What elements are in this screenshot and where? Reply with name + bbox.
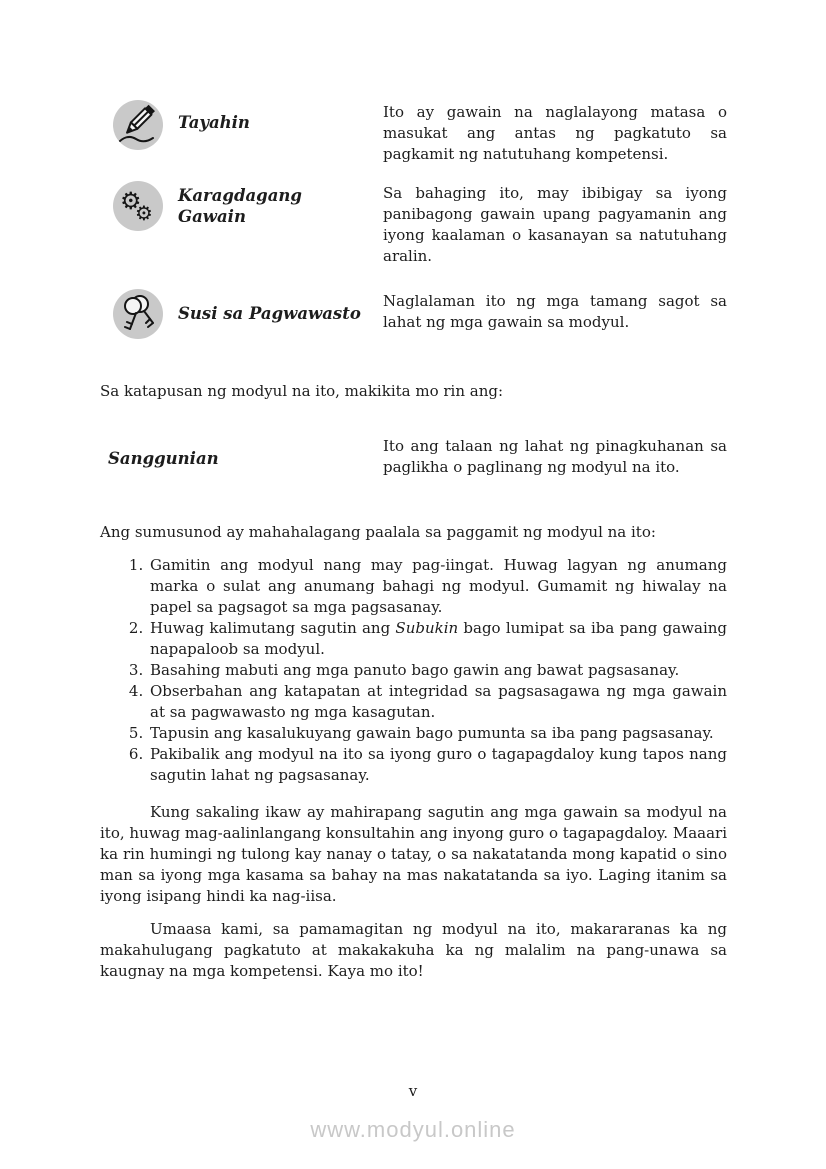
list-item-text: Obserbahan ang katapatan at integridad sa pagsasagawa ng mga gawain at sa pagwawasto ng mga kasagutan. (150, 682, 727, 721)
sanggunian-description: Ito ang talaan ng lahat ng pinagkuhanan sa paglikha o paglinang ng modyul na ito. (383, 437, 727, 476)
pencil-icon (113, 100, 163, 150)
list-item (148, 555, 727, 618)
module-part-row-tayahin (100, 100, 727, 165)
list-item-text: bago lumipat sa iba pang gawaing napapaloob sa modyul. (150, 619, 727, 658)
module-part-row-karagdagang-gawain (100, 181, 727, 267)
list-item-text: Gamitin ang modyul nang may pag-iingat. Huwag lagyan ng anumang marka o sulat ang anumang bahagi ng modyul. Gumamit ng hiwalay na papel sa pagsagot sa mga pagsasanay. (150, 556, 727, 616)
list-item (148, 660, 727, 681)
gear-glyph-large: ⚙ (120, 187, 142, 215)
module-part-row-susi-sa-pagwawasto (100, 289, 727, 339)
gears-icon (113, 181, 163, 231)
gear-glyph-small: ⚙ (135, 201, 153, 225)
module-part-label: Tayahin (178, 113, 250, 132)
sanggunian-row (100, 436, 727, 478)
body-paragraph: Kung sakaling ikaw ay mahirapang sagutin ang mga gawain sa modyul na ito, huwag mag-aalinlangang konsultahin ang inyong guro o tagapagdaloy. Maaari ka rin humingi ng tulong kay nanay o tatay, o sa nakatatanda mong kapatid o sino man sa iyong mga kasama sa bahay na mas nakatatanda sa iyo. Laging itanim sa iyong isipang hindi ka nag-iisa. (100, 803, 727, 905)
module-part-description: Ito ay gawain na naglalayong matasa o masukat ang antas ng pagkatuto sa pagkamit ng natutuhang kompetensi. (383, 103, 727, 163)
list-item-text: Huwag kalimutang sagutin ang (150, 619, 396, 637)
page-number: v (408, 1082, 418, 1100)
module-part-description: Naglalaman ito ng mga tamang sagot sa lahat ng mga gawain sa modyul. (383, 292, 727, 331)
list-item (148, 723, 727, 744)
watermark: www.modyul.online (310, 1117, 516, 1142)
list-item (148, 744, 727, 786)
module-part-description: Sa bahaging ito, may ibibigay sa iyong panibagong gawain upang pagyamanin ang iyong kaalaman o kasanayan sa natutuhang aralin. (383, 184, 727, 265)
module-part-label: Karagdagang Gawain (178, 186, 302, 226)
intro-line: Sa katapusan ng modyul na ito, makikita mo rin ang: (100, 382, 504, 400)
list-item (148, 681, 727, 723)
list-item (148, 618, 727, 660)
module-parts-table (100, 100, 727, 339)
list-item-text: Tapusin ang kasalukuyang gawain bago pumunta sa iba pang pagsasanay. (150, 724, 714, 742)
list-item-text: Pakibalik ang modyul na ito sa iyong guro o tagapagdaloy kung tapos nang sagutin lahat ng pagsasanay. (150, 745, 727, 784)
module-part-label: Susi sa Pagwawasto (178, 304, 361, 323)
list-item-text: Basahing mabuti ang mga panuto bago gawin ang bawat pagsasanay. (150, 661, 680, 679)
reminders-heading: Ang sumusunod ay mahahalagang paalala sa paggamit ng modyul na ito: (100, 523, 656, 541)
keys-icon (113, 289, 163, 339)
sanggunian-label: Sanggunian (108, 449, 219, 468)
reminders-list (100, 555, 727, 786)
list-item-emphasis: Subukin (395, 619, 459, 637)
body-paragraph: Umaasa kami, sa pamamagitan ng modyul na ito, makararanas ka ng makahulugang pagkatuto at makakakuha ka ng malalim na pang-unawa sa kaugnay na mga kompetensi. Kaya mo ito! (100, 920, 727, 980)
